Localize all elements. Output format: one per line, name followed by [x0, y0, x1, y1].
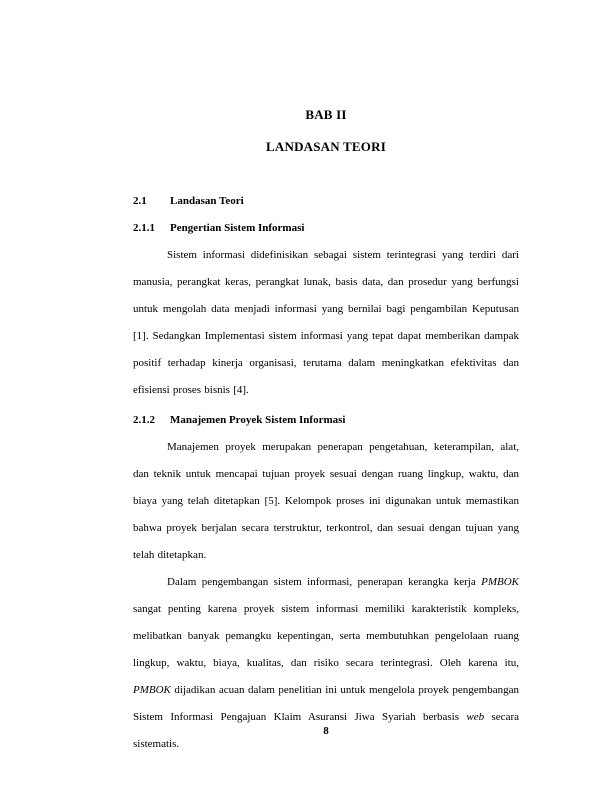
section-heading-manajemen-proyek	[133, 407, 519, 434]
section-number: 2.1.2	[133, 414, 155, 426]
section-title: Manajemen Proyek Sistem Informasi	[170, 414, 346, 426]
chapter-title: LANDASAN TEORI	[266, 139, 386, 154]
section-number: 2.1	[133, 195, 147, 207]
section-title: Landasan Teori	[170, 195, 244, 207]
section-heading-landasan-teori	[133, 188, 519, 215]
section-title: Pengertian Sistem Informasi	[170, 222, 305, 234]
section-number: 2.1.1	[133, 222, 155, 234]
text-block	[133, 0, 519, 758]
page-number-footer: 8	[323, 725, 329, 737]
paragraph: Dalam pengembangan sistem informasi, penerapan kerangka kerja PMBOK sangat penting karena proyek sistem informasi memiliki karakteristik kompleks, melibatkan banyak pemangku kepentingan, serta membutuhkan pengelolaan ruang lingkup, waktu, biaya, kualitas, dan risiko secara terintegrasi. Oleh karena itu, PMBOK dijadikan acuan dalam penelitian ini untuk mengelola proyek pengembangan Sistem Informasi Pengajuan Klaim Asuransi Jiwa Syariah berbasis web secara sistematis.	[133, 576, 519, 750]
paragraph: Sistem informasi didefinisikan sebagai sistem terintegrasi yang terdiri dari manusia, perangkat keras, perangkat lunak, basis data, dan prosedur yang berfungsi untuk mengolah data menjadi informasi yang bernilai bagi pengambilan Keputusan [1]. Sedangkan Implementasi sistem informasi yang tepat dapat memberikan dampak positif terhadap kinerja organisasi, terutama dalam meningkatkan efektivitas dan efisiensi proses bisnis [4].	[133, 249, 519, 396]
chapter-heading: BAB II	[305, 107, 347, 122]
paragraph: Manajemen proyek merupakan penerapan pengetahuan, keterampilan, alat, dan teknik untuk mencapai tujuan proyek sesuai dengan ruang lingkup, waktu, dan biaya yang telah ditetapkan [5]. Kelompok proses ini digunakan untuk memastikan bahwa proyek berjalan secara terstruktur, terkontrol, dan sesuai dengan tujuan yang telah ditetapkan.	[133, 441, 519, 561]
section-heading-pengertian-sistem-informasi	[133, 215, 519, 242]
